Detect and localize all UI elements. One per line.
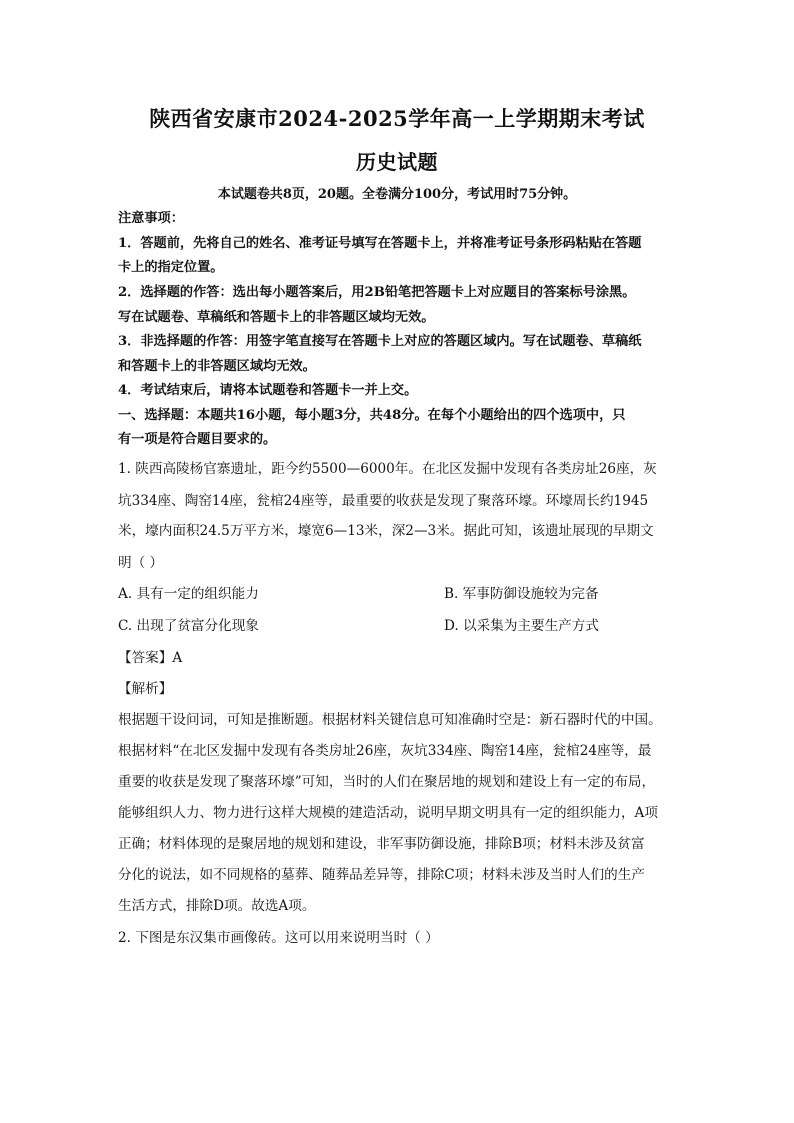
notice-line: 4．考试结束后，请将本试题卷和答题卡一并上交。 bbox=[118, 383, 418, 398]
analysis-line: 生活方式，排除D项。故选A项。 bbox=[118, 898, 316, 914]
question-2-stem: 2. 下图是东汉集市画像砖。这可以用来说明当时（ ） bbox=[118, 930, 439, 946]
notice-line: 2．选择题的作答：选出每小题答案后，用2B铅笔把答题卡上对应题目的答案标号涂黑。 bbox=[118, 285, 636, 300]
analysis-line: 能够组织人力、物力进行这样大规模的建造活动，说明早期文明具有一定的组织能力，A项 bbox=[118, 805, 658, 821]
question-1-option-d: D. 以采集为主要生产方式 bbox=[444, 618, 599, 634]
question-1-stem: 坑334座、陶窑14座，瓮棺24座等，最重要的收获是发现了聚落环壕。环壕周长约1945 bbox=[118, 493, 649, 509]
analysis-line: 正确；材料体现的是聚居地的规划和建设，非军事防御设施，排除B项；材料未涉及贫富 bbox=[118, 836, 645, 852]
analysis-line: 根据材料“在北区发掘中发现有各类房址26座，灰坑334座、陶窑14座，瓮棺24座等，最 bbox=[118, 743, 652, 759]
exam-subject: 历史试题 bbox=[356, 150, 438, 174]
question-1-option-a: A. 具有一定的组织能力 bbox=[118, 586, 259, 602]
question-1-option-c: C. 出现了贫富分化现象 bbox=[118, 618, 259, 634]
question-1-stem: 米，壕内面积24.5万平方米，壕宽6—13米，深2—3米。据此可知，该遗址展现的早期文 bbox=[118, 523, 654, 539]
section-heading: 一、选择题：本题共16小题，每小题3分，共48分。在每个小题给出的四个选项中，只 bbox=[118, 408, 626, 423]
notice-line: 写在试题卷、草稿纸和答题卡上的非答题区域均无效。 bbox=[118, 310, 435, 325]
notice-line: 卡上的指定位置。 bbox=[118, 260, 224, 275]
analysis-line: 重要的收获是发现了聚落环壕”可知，当时的人们在聚居地的规划和建设上有一定的布局， bbox=[118, 774, 656, 790]
notice-heading: 注意事项： bbox=[118, 211, 184, 226]
question-1-stem: 明（ ） bbox=[118, 555, 164, 571]
analysis-line: 根据题干设问词，可知是推断题。根据材料关键信息可知准确时空是：新石器时代的中国。 bbox=[118, 712, 662, 728]
exam-info: 本试题卷共8页，20题。全卷满分100分，考试用时75分钟。 bbox=[217, 187, 577, 202]
question-1-option-b: B. 军事防御设施较为完备 bbox=[444, 586, 599, 602]
notice-line: 1．答题前，先将自己的姓名、准考证号填写在答题卡上，并将准考证号条形码粘贴在答题 bbox=[118, 236, 642, 251]
notice-line: 和答题卡上的非答题区域均无效。 bbox=[118, 359, 316, 374]
question-1-stem: 1. 陕西高陵杨官寨遗址，距今约5500—6000年。在北区发掘中发现有各类房址26座，灰 bbox=[118, 461, 657, 477]
analysis-line: 分化的说法，如不同规格的墓葬、随葬品差异等，排除C项；材料未涉及当时人们的生产 bbox=[118, 867, 645, 883]
section-heading-cont: 有一项是符合题目要求的。 bbox=[118, 432, 277, 447]
question-1-analysis-label: 【解析】 bbox=[118, 681, 173, 697]
question-1-answer: 【答案】A bbox=[118, 650, 183, 666]
notice-line: 3．非选择题的作答：用签字笔直接写在答题卡上对应的答题区域内。写在试题卷、草稿纸 bbox=[118, 334, 642, 349]
exam-title: 陕西省安康市2024-2025学年高一上学期期末考试 bbox=[149, 106, 645, 131]
